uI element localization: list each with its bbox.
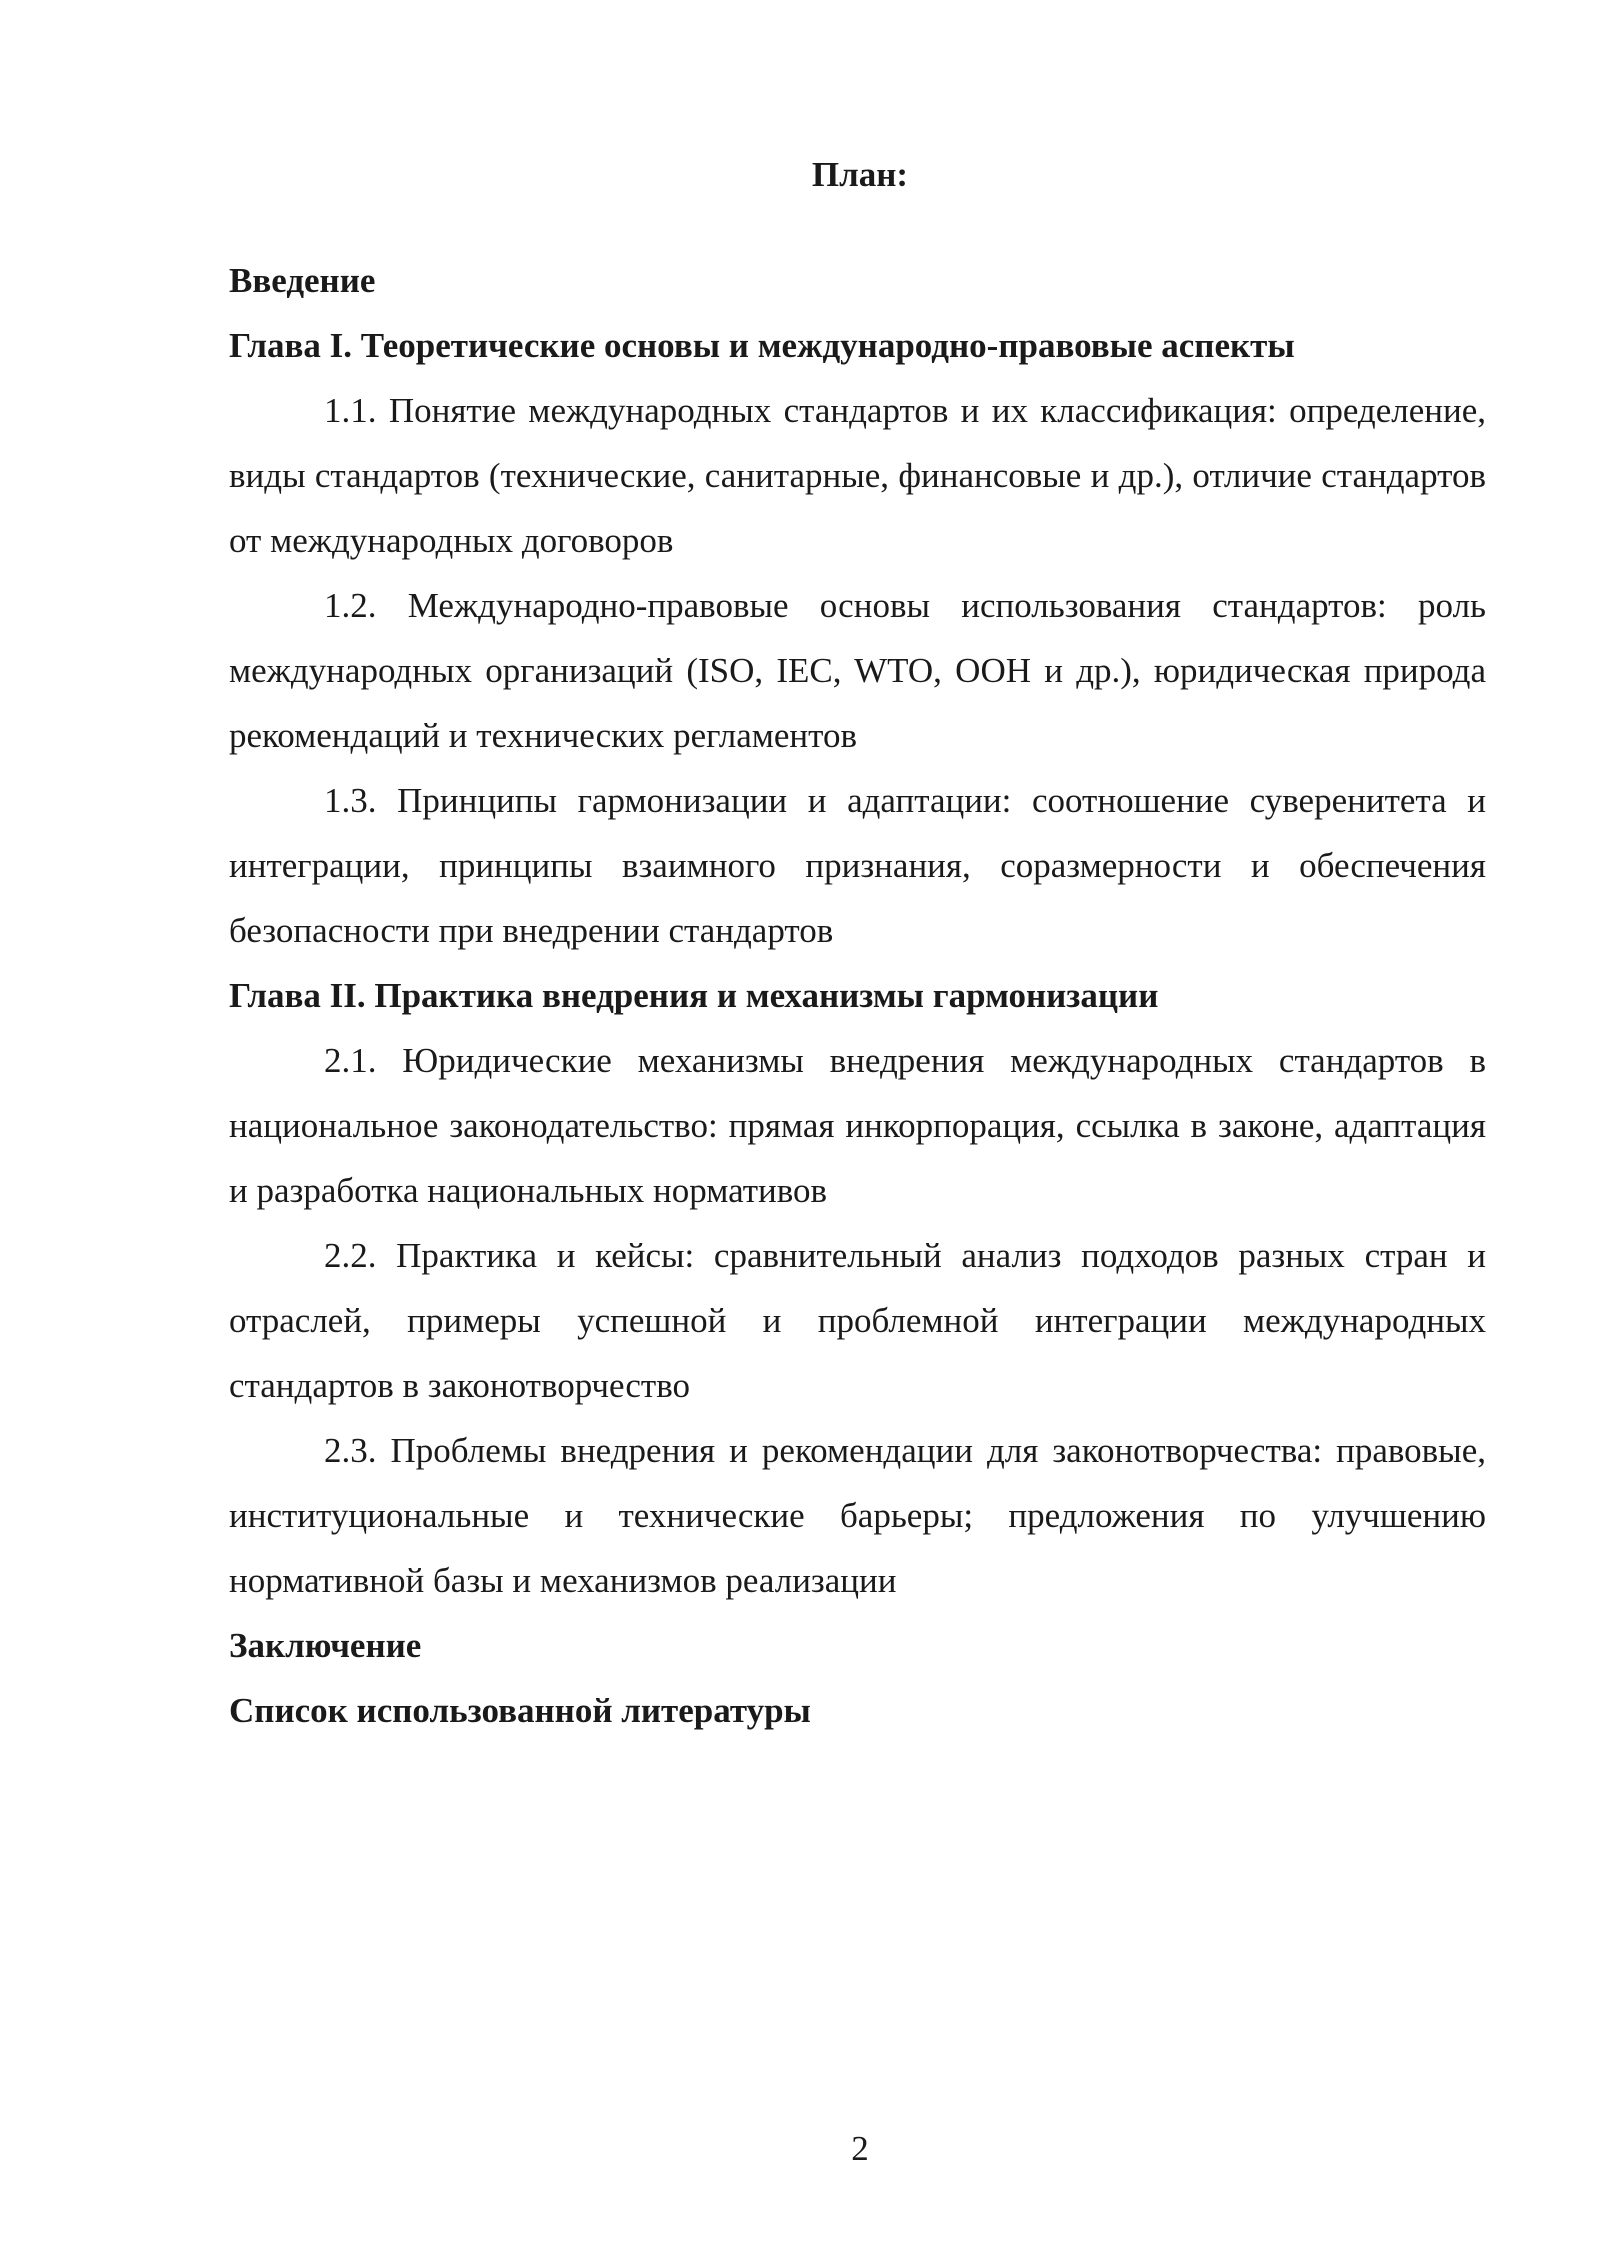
section-1-3: 1.3. Принципы гармонизации и адаптации: соотношение суверенитета и интеграции, принципы взаимного признания, соразмерности и обеспечения безопасности при внедрении стандартов <box>229 781 1486 950</box>
chapter-2-heading: Глава II. Практика внедрения и механизмы гармонизации <box>229 976 1159 1015</box>
references-heading: Список использованной литературы <box>229 1691 811 1730</box>
conclusion-heading: Заключение <box>229 1626 422 1665</box>
section-1-1: 1.1. Понятие международных стандартов и их классификация: определение, виды стандартов (технические, санитарные, финансовые и др.), отличие стандартов от международных договоров <box>229 391 1486 560</box>
table-of-contents <box>229 248 1486 1743</box>
section-2-1: 2.1. Юридические механизмы внедрения международных стандартов в национальное законодательство: прямая инкорпорация, ссылка в законе, адаптация и разработка национальных нормативов <box>229 1041 1486 1210</box>
chapter-1-heading: Глава I. Теоретические основы и международно-правовые аспекты <box>229 326 1295 365</box>
section-2-3: 2.3. Проблемы внедрения и рекомендации для законотворчества: правовые, институциональные и технические барьеры; предложения по улучшению нормативной базы и механизмов реализации <box>229 1431 1486 1600</box>
section-2-2: 2.2. Практика и кейсы: сравнительный анализ подходов разных стран и отраслей, примеры успешной и проблемной интеграции международных стандартов в законотворчество <box>229 1236 1486 1405</box>
section-1-2: 1.2. Международно-правовые основы использования стандартов: роль международных организаций (ISO, IEC, WTO, ООН и др.), юридическая природа рекомендаций и технических регламентов <box>229 586 1486 755</box>
introduction-heading: Введение <box>229 261 376 300</box>
plan-title: План: <box>811 155 909 194</box>
page-number: 2 <box>851 2129 869 2168</box>
